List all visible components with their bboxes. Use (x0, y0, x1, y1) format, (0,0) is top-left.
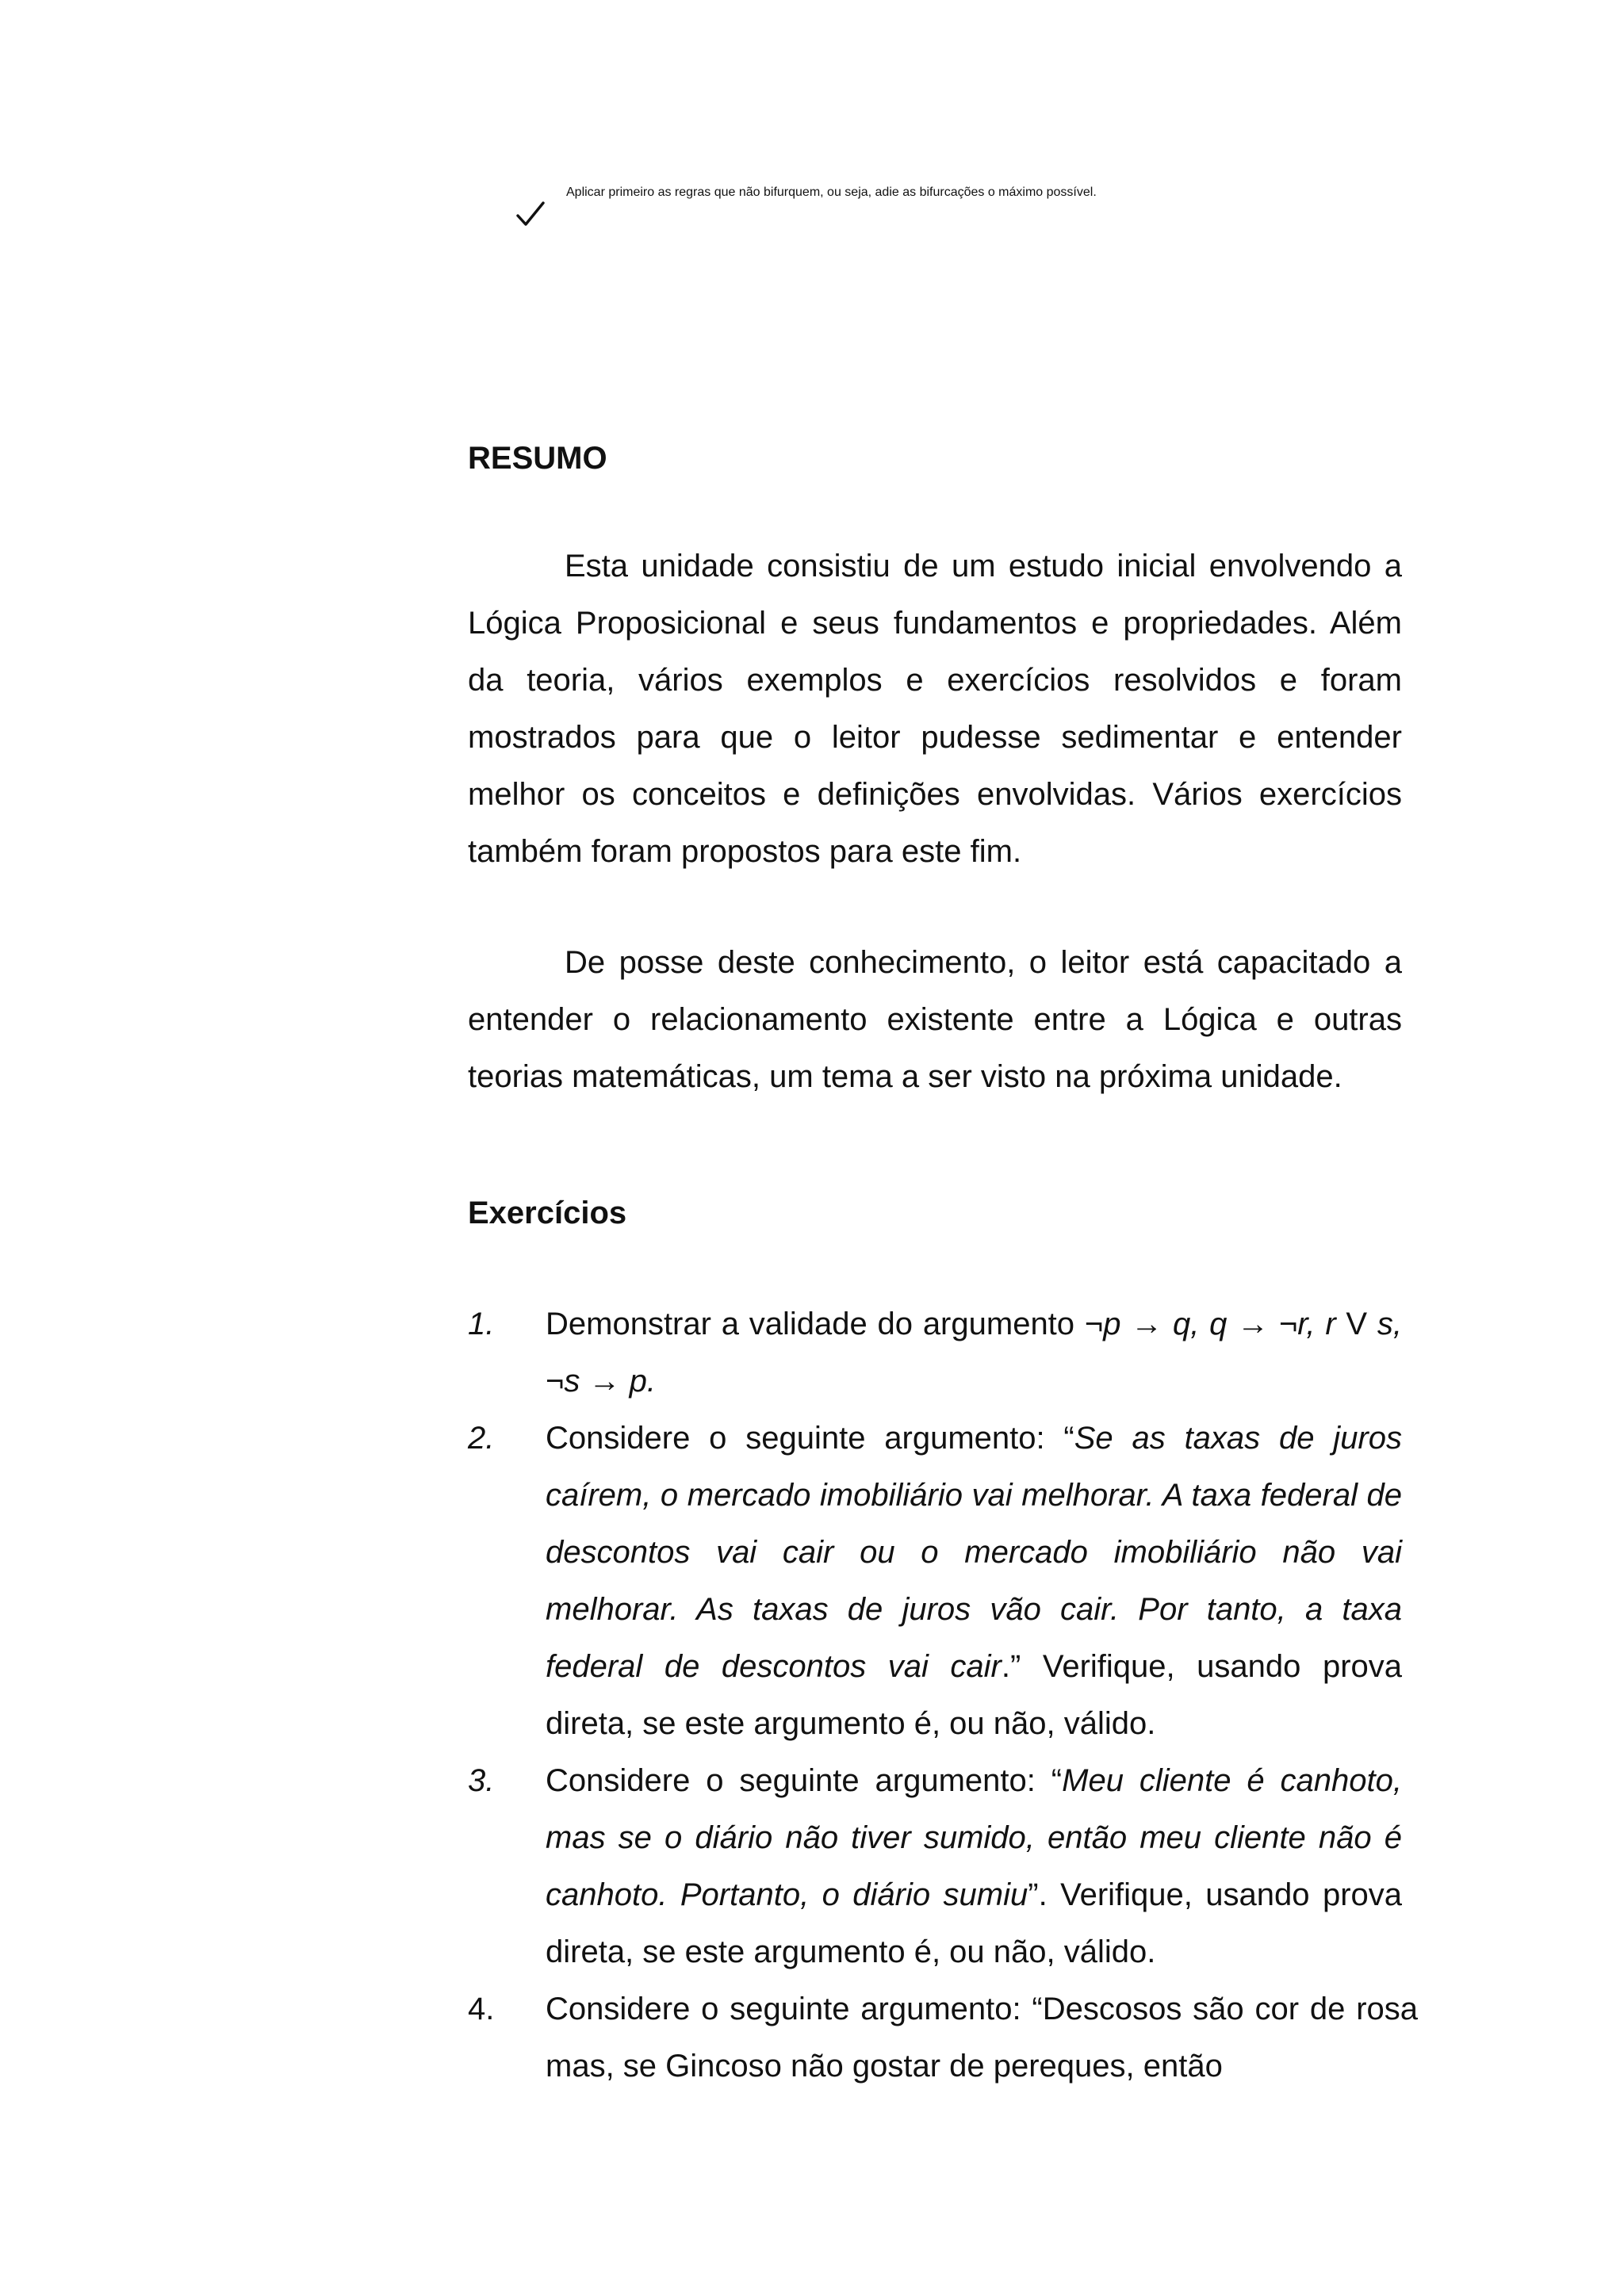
exercise-item (468, 1295, 1480, 1410)
exercise-item (468, 1752, 1418, 1980)
exercise-item (468, 1410, 1418, 1752)
exercise-lead: Demonstrar a validade do argumento (546, 1307, 1085, 1341)
resumo-paragraph-2: De posse deste conhecimento, o leitor está capacitado a entender o relacionamento existente entre a Lógica e outras teorias matemáticas, um tema a ser visto na próxima unidade. (468, 945, 1402, 1094)
exercise-lead: Considere o seguinte argumento: “ (546, 1763, 1063, 1798)
exercise-formula: s, ¬s → p. (546, 1307, 1403, 1399)
exercise-quote: Meu cliente é canhoto, mas se o diário não tiver sumido, então meu cliente não é canhoto. Portanto, o diário sumiu (546, 1763, 1403, 1912)
exercise-list (468, 1295, 1418, 2095)
exercise-text (546, 1752, 1402, 1980)
exercise-text (546, 1295, 1402, 1410)
checklist-item (468, 186, 1402, 200)
exercise-tail: ”. Verifique, usando prova direta, se este argumento é, ou não, válido. (546, 1877, 1403, 1969)
exercise-number: 2. (468, 1421, 495, 1456)
resumo-paragraph-1: Esta unidade consistiu de um estudo inicial envolvendo a Lógica Proposicional e seus fundamentos e propriedades. Além da teoria, vários exemplos e exercícios resolvidos e foram mostrados para que o leitor pudesse sedimentar e entender melhor os conceitos e definições envolvidas. Vários exercícios também foram propostos para este fim. (468, 549, 1402, 869)
exercise-number: 4. (468, 1992, 495, 2026)
exercise-number: 1. (468, 1307, 495, 1341)
exercise-text: Considere o seguinte argumento: “Descosos são cor de rosa mas, se Gincoso não gostar de pereques, então (546, 1992, 1418, 2084)
exercise-operator: V (1335, 1307, 1377, 1341)
section-heading-exercicios: Exercícios (468, 1196, 627, 1230)
check-icon (515, 186, 555, 243)
exercise-number: 3. (468, 1763, 495, 1798)
exercise-text (546, 1410, 1402, 1752)
exercise-tail: .” Verifique, usando prova direta, se este argumento é, ou não, válido. (546, 1649, 1403, 1741)
checklist-item-text: Aplicar primeiro as regras que não bifurquem, ou seja, adie as bifurcações o máximo possível. (566, 186, 1097, 199)
exercise-quote: Se as taxas de juros caírem, o mercado imobiliário vai melhorar. A taxa federal de descontos vai cair ou o mercado imobiliário não vai melhorar. As taxas de juros vão cair. Por tanto, a taxa federal de descontos vai cair (546, 1421, 1402, 1684)
exercise-lead: Considere o seguinte argumento: “ (546, 1421, 1074, 1456)
exercise-formula: ¬p → q, q → ¬r, r (1084, 1307, 1336, 1341)
exercise-item (468, 1980, 1418, 2095)
section-heading-resumo: RESUMO (468, 441, 607, 476)
